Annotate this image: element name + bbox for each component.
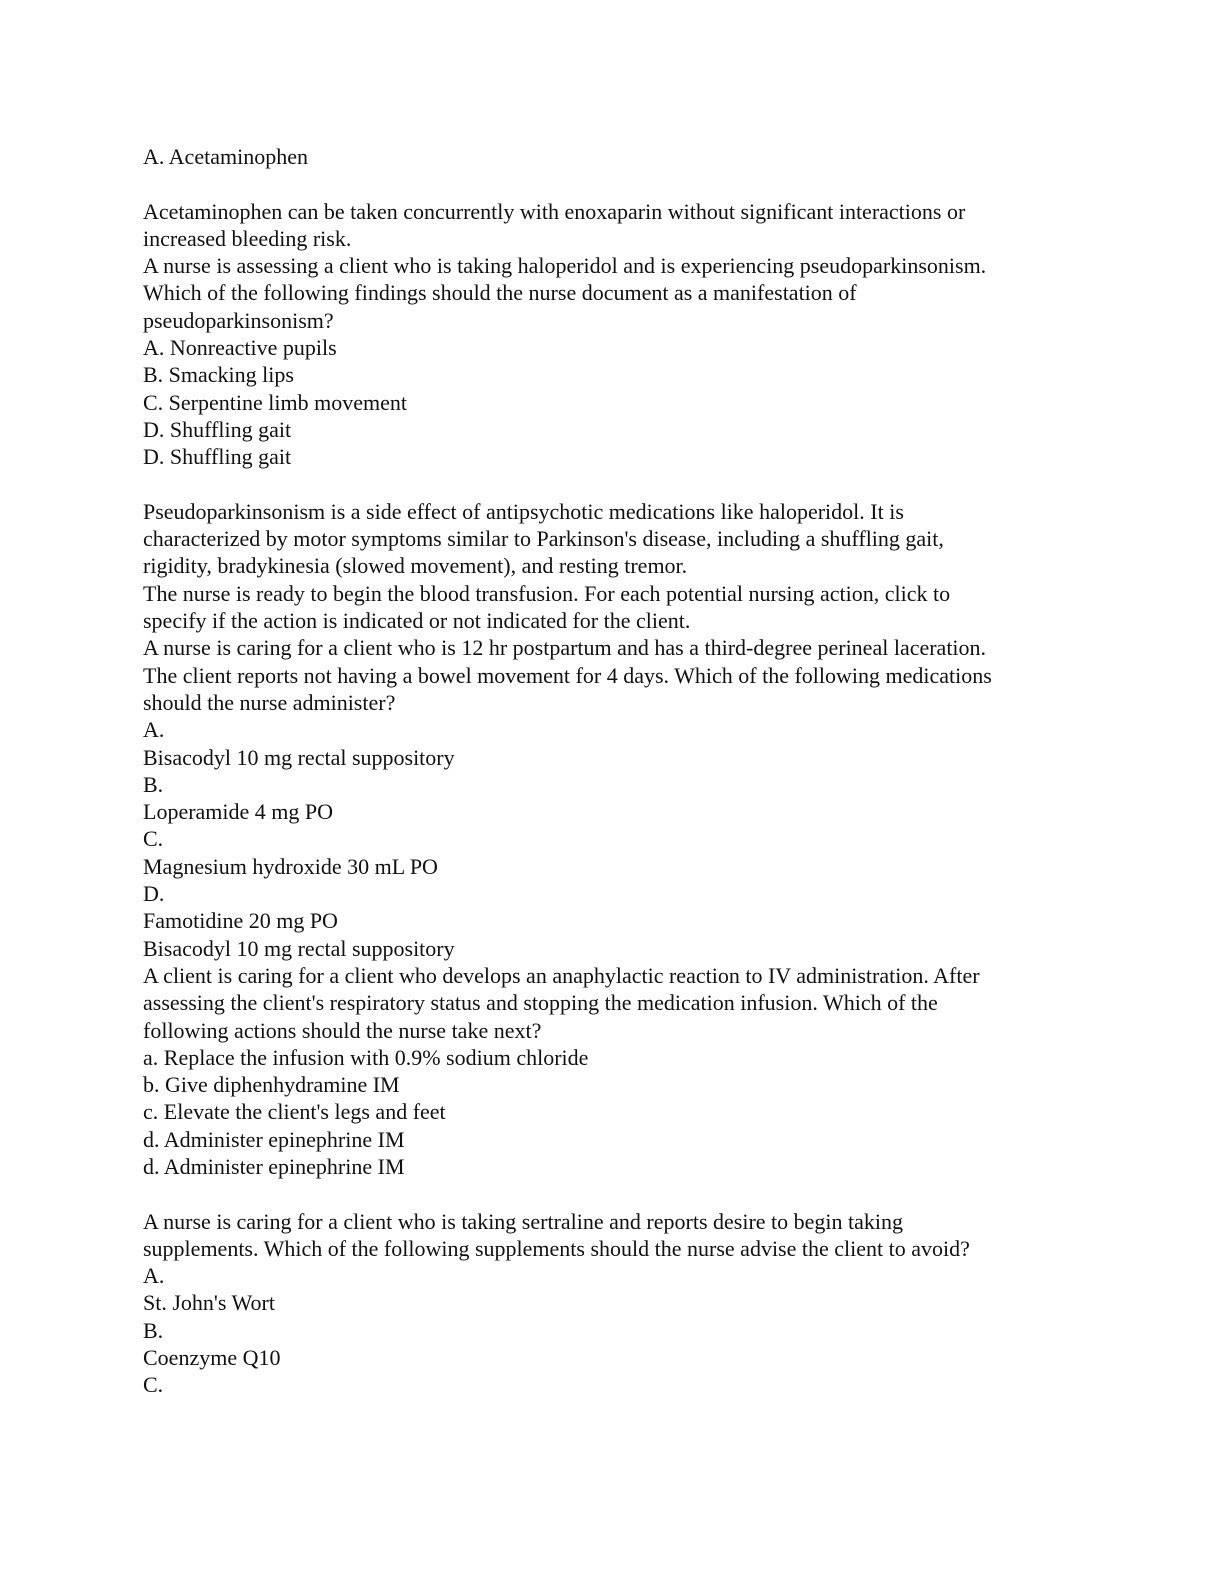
document-body [143, 143, 1083, 1399]
text-line: Famotidine 20 mg PO [143, 908, 338, 934]
text-line: A nurse is assessing a client who is taking haloperidol and is experiencing pseudoparkinsonism. [143, 253, 987, 279]
text-line: St. John's Wort [143, 1290, 275, 1316]
text-line: following actions should the nurse take next? [143, 1017, 542, 1043]
text-line: Magnesium hydroxide 30 mL PO [143, 853, 438, 879]
text-line: B. Smacking lips [143, 362, 294, 388]
text-line: The client reports not having a bowel movement for 4 days. Which of the following medications [143, 662, 992, 688]
text-line: C. [143, 826, 164, 852]
text-line: B. [143, 771, 164, 797]
text-line: The nurse is ready to begin the blood transfusion. For each potential nursing action, click to [143, 580, 951, 606]
text-line: Acetaminophen can be taken concurrently with enoxaparin without significant interactions or [143, 198, 966, 224]
text-line: characterized by motor symptoms similar to Parkinson's disease, including a shuffling gait, [143, 526, 944, 552]
text-line: supplements. Which of the following supplements should the nurse advise the client to avoid? [143, 1235, 970, 1261]
text-line: a. Replace the infusion with 0.9% sodium chloride [143, 1044, 589, 1070]
text-line: A nurse is caring for a client who is 12 hr postpartum and has a third-degree perineal laceration. [143, 635, 987, 661]
text-line: c. Elevate the client's legs and feet [143, 1099, 446, 1125]
text-line: b. Give diphenhydramine IM [143, 1072, 400, 1098]
text-line: rigidity, bradykinesia (slowed movement), and resting tremor. [143, 553, 688, 579]
text-line: Bisacodyl 10 mg rectal suppository [143, 935, 455, 961]
text-line: Bisacodyl 10 mg rectal suppository [143, 744, 455, 770]
text-line: Loperamide 4 mg PO [143, 799, 334, 825]
text-line: D. Shuffling gait [143, 416, 292, 442]
text-line: Which of the following findings should the nurse document as a manifestation of [143, 280, 857, 306]
text-line: increased bleeding risk. [143, 225, 352, 251]
text-line: A. Nonreactive pupils [143, 335, 337, 361]
text-line: Pseudoparkinsonism is a side effect of antipsychotic medications like haloperidol. It is [143, 498, 904, 524]
text-line: specify if the action is indicated or not indicated for the client. [143, 608, 691, 634]
text-line: A client is caring for a client who develops an anaphylactic reaction to IV administration. After [143, 962, 980, 988]
text-line: assessing the client's respiratory status and stopping the medication infusion. Which of the [143, 990, 938, 1016]
text-line: d. Administer epinephrine IM [143, 1153, 405, 1179]
text-line: A nurse is caring for a client who is taking sertraline and reports desire to begin taking [143, 1208, 904, 1234]
text-line: Coenzyme Q10 [143, 1345, 281, 1371]
text-line: C. [143, 1372, 164, 1398]
text-line: D. Shuffling gait [143, 444, 292, 470]
text-line: C. Serpentine limb movement [143, 389, 407, 415]
blank-line [143, 1180, 1083, 1207]
text-line: pseudoparkinsonism? [143, 307, 334, 333]
blank-line [143, 170, 1083, 197]
text-line: B. [143, 1317, 164, 1343]
text-line: A. Acetaminophen [143, 144, 308, 169]
text-line: A. [143, 1263, 165, 1289]
blank-line [143, 471, 1083, 498]
text-line: d. Administer epinephrine IM [143, 1126, 405, 1152]
text-line: D. [143, 881, 165, 907]
text-line: A. [143, 717, 165, 743]
text-line: should the nurse administer? [143, 689, 396, 715]
